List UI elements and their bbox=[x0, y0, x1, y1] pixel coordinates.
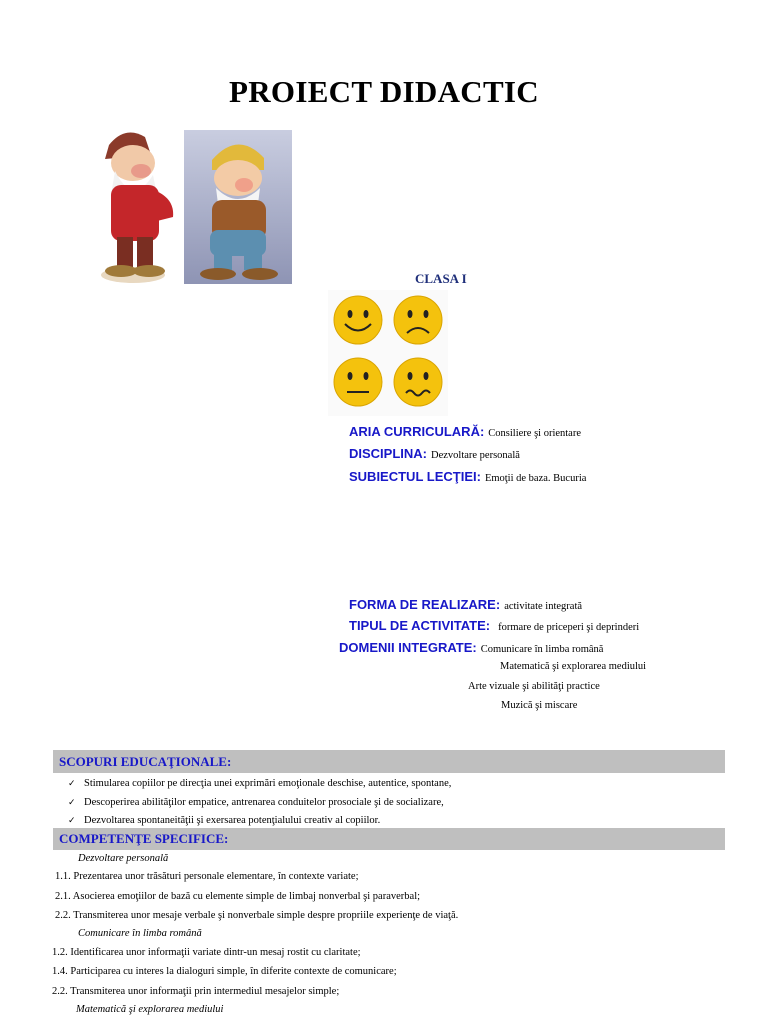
check-icon: ✓ bbox=[68, 798, 76, 808]
check-icon: ✓ bbox=[68, 779, 76, 789]
disciplina-row bbox=[349, 445, 520, 463]
scopuri-item: ✓ Stimularea copiilor pe direcţia unei exprimări emoţionale deschise, autentice, spontane, bbox=[68, 778, 452, 789]
aria-label: ARIA CURRICULARĂ: bbox=[349, 424, 485, 439]
emotion-faces bbox=[328, 290, 448, 416]
competente-heading: COMPETENŢE SPECIFICE: bbox=[59, 831, 229, 846]
forma-value: activitate integrată bbox=[504, 601, 583, 612]
happy-face-icon bbox=[334, 296, 382, 344]
competenta-item: 1.1. Prezentarea unor trăsături personale elementare, în contexte variate; bbox=[55, 871, 359, 882]
aria-value: Consiliere şi orientare bbox=[488, 428, 582, 439]
competente-heading-bar bbox=[53, 828, 725, 850]
group-comunicare: Comunicare în limba română bbox=[78, 928, 202, 939]
domenii-extra-2: Arte vizuale şi abilităţi practice bbox=[468, 681, 600, 692]
competenta-item: 1.2. Identificarea unor informaţii variate dintr-un mesaj rostit cu claritate; bbox=[52, 947, 361, 958]
worried-face-icon bbox=[394, 358, 442, 406]
tipul-label: TIPUL DE ACTIVITATE: bbox=[349, 618, 491, 633]
tipul-row bbox=[349, 617, 639, 635]
tipul-value: formare de priceperi şi deprinderi bbox=[498, 622, 640, 633]
competenta-item: 2.1. Asocierea emoţiilor de bază cu elemente simple de limbaj nonverbal şi paraverbal; bbox=[55, 891, 421, 902]
forma-row bbox=[349, 596, 582, 614]
domenii-row bbox=[339, 639, 603, 657]
class-label: CLASA I bbox=[415, 271, 467, 286]
competenta-item: 2.2. Transmiterea unor mesaje verbale şi nonverbale simple despre propriile experienţe de viaţă. bbox=[55, 910, 459, 921]
subiect-value: Emoţii de baza. Bucuria bbox=[484, 473, 587, 484]
domenii-extra-1: Matematică şi explorarea mediului bbox=[500, 661, 647, 672]
happy-dwarf-image bbox=[184, 130, 292, 284]
subiect-label: SUBIECTUL LECŢIEI: bbox=[349, 469, 481, 484]
forma-label: FORMA DE REALIZARE: bbox=[349, 597, 501, 612]
check-icon: ✓ bbox=[68, 816, 76, 826]
page-title: PROIECT DIDACTIC bbox=[229, 74, 539, 109]
domenii-value: Comunicare în limba română bbox=[480, 644, 604, 655]
group-matematica: Matematică şi explorarea mediului bbox=[76, 1004, 224, 1015]
sad-face-icon bbox=[394, 296, 442, 344]
scopuri-heading: SCOPURI EDUCAŢIONALE: bbox=[59, 754, 232, 769]
scopuri-heading-bar bbox=[53, 750, 725, 773]
grumpy-dwarf-image bbox=[95, 125, 183, 287]
scopuri-item: ✓ Descoperirea abilităţilor empatice, antrenarea conduitelor prosociale şi de socializare, bbox=[68, 797, 444, 808]
domenii-extra-3: Muzică şi miscare bbox=[501, 700, 578, 711]
subiect-row bbox=[349, 468, 586, 486]
group-dezvoltare: Dezvoltare personală bbox=[78, 853, 169, 864]
domenii-label: DOMENII INTEGRATE: bbox=[339, 640, 477, 655]
disciplina-value: Dezvoltare personală bbox=[431, 450, 520, 461]
disciplina-label: DISCIPLINA: bbox=[349, 446, 427, 461]
competenta-item: 2.2. Transmiterea unor informaţii prin intermediul mesajelor simple; bbox=[52, 986, 340, 997]
aria-row bbox=[349, 423, 581, 441]
neutral-face-icon bbox=[334, 358, 382, 406]
competenta-item: 1.4. Participarea cu interes la dialoguri simple, în diferite contexte de comunicare; bbox=[52, 966, 397, 977]
scopuri-item: ✓ Dezvoltarea spontaneităţii şi exersarea potenţialului creativ al copiilor. bbox=[68, 815, 381, 826]
